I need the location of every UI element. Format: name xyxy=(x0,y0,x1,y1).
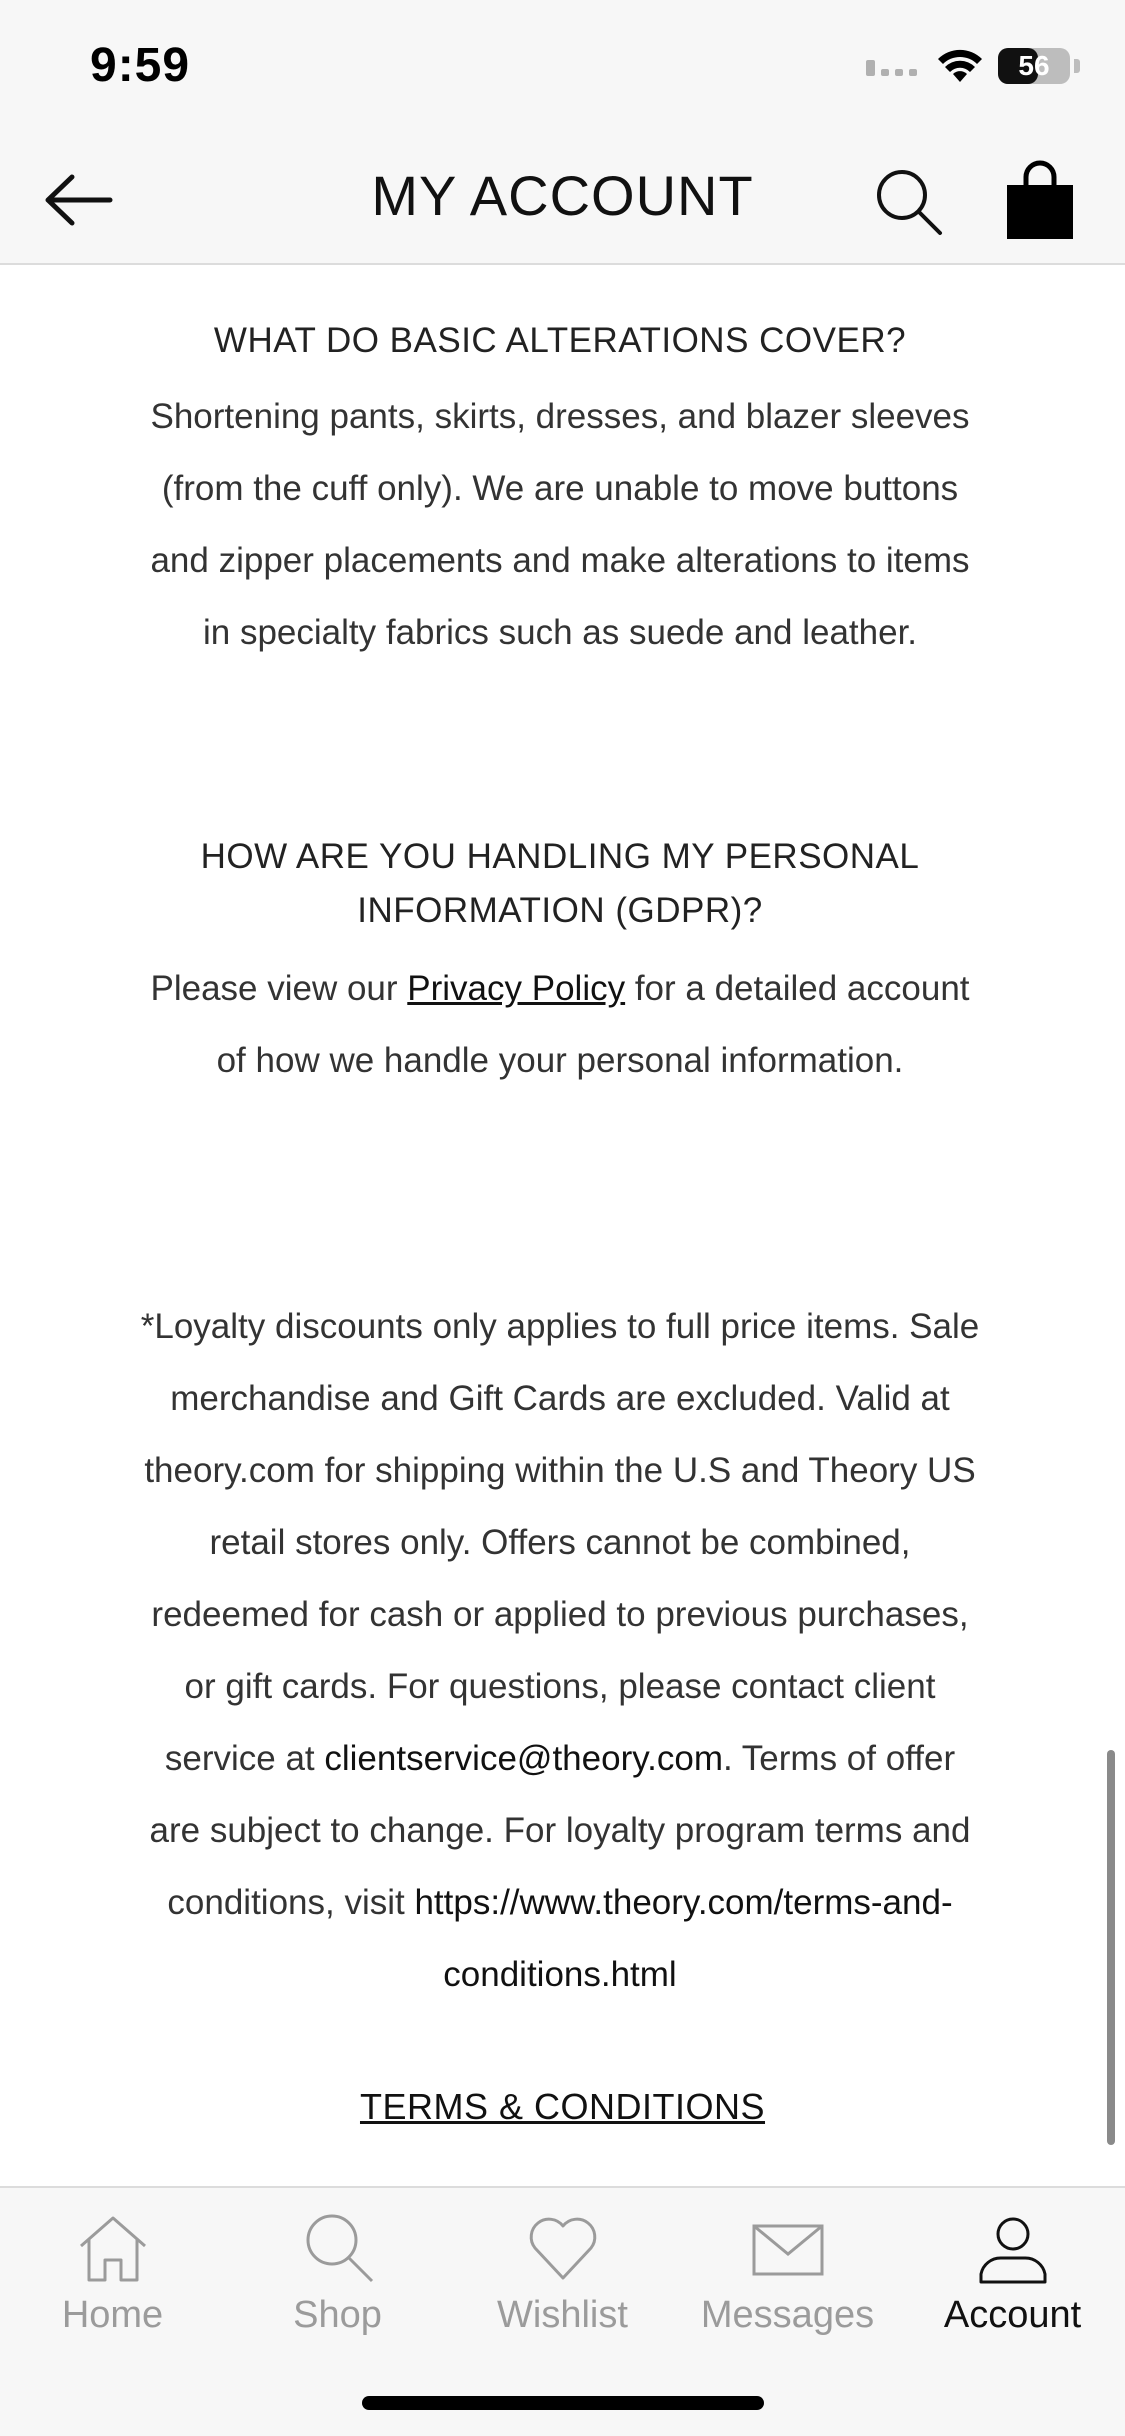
wifi-icon xyxy=(936,48,984,84)
heart-icon xyxy=(523,2208,603,2288)
search-button[interactable] xyxy=(870,163,950,243)
tab-messages[interactable] xyxy=(675,2208,900,2358)
home-indicator xyxy=(362,2396,764,2410)
faq-answer xyxy=(140,953,980,1097)
disclaimer-text: . Terms of offer are subject to change. For loyalty program terms and conditions, visit xyxy=(149,1739,971,1922)
tab-messages-label: Messages xyxy=(700,2294,875,2336)
disclaimer-text: *Loyalty discounts only applies to full price items. Sale merchandise and Gift Cards are excluded. Valid at theory.com for shipping within the U.S and Theory US retail stores only. Offers cannot be combined, redeemed for cash or applied to previous purchases, or gift cards. For questions, please contact client service at xyxy=(140,1307,980,1778)
tab-account-label: Account xyxy=(943,2294,1082,2336)
search-icon xyxy=(298,2208,378,2288)
loyalty-disclaimer xyxy=(140,1291,980,2011)
tab-wishlist[interactable] xyxy=(450,2208,675,2358)
terms-conditions-link[interactable]: TERMS & CONDITIONS xyxy=(359,2086,766,2127)
faq-content[interactable] xyxy=(0,267,1110,2185)
tab-account[interactable] xyxy=(900,2208,1125,2358)
scrollbar[interactable] xyxy=(1107,1750,1115,2145)
faq-answer-text: Please view our xyxy=(150,969,408,1008)
terms-url-link[interactable]: https://www.theory.com/terms-and-conditions.html xyxy=(414,1883,953,1994)
tab-home-label: Home xyxy=(61,2294,164,2336)
faq-question: WHAT DO BASIC ALTERATIONS COVER? xyxy=(213,321,907,360)
search-icon xyxy=(870,163,950,243)
client-service-email-link[interactable]: clientservice@theory.com xyxy=(324,1739,723,1778)
page-title: MY ACCOUNT xyxy=(371,164,754,227)
home-icon xyxy=(73,2208,153,2288)
faq-answer: Shortening pants, skirts, dresses, and blazer sleeves (from the cuff only). We are unable to move buttons and zipper placements and make alterations to items in specialty fabrics such as suede and leather. xyxy=(150,397,970,652)
envelope-icon xyxy=(748,2208,828,2288)
battery-icon xyxy=(998,48,1070,84)
shopping-bag-icon xyxy=(1000,157,1080,242)
privacy-policy-link[interactable]: Privacy Policy xyxy=(407,969,626,1008)
tab-home[interactable] xyxy=(0,2208,225,2358)
faq-question: HOW ARE YOU HANDLING MY PERSONAL INFORMATION (GDPR)? xyxy=(200,837,920,930)
user-icon xyxy=(973,2208,1053,2288)
tab-shop-label: Shop xyxy=(293,2294,382,2336)
back-button[interactable] xyxy=(40,165,120,235)
faq-answer-text: for a detailed account of how we handle your personal information. xyxy=(216,969,970,1080)
status-time: 9:59 xyxy=(90,39,191,92)
tab-wishlist-label: Wishlist xyxy=(497,2294,628,2336)
tab-shop[interactable] xyxy=(225,2208,450,2358)
battery-tip xyxy=(1074,59,1080,73)
nav-bar xyxy=(0,135,1125,265)
cellular-signal-icon xyxy=(866,56,922,76)
status-bar xyxy=(0,0,1125,135)
arrow-left-icon xyxy=(40,165,120,235)
battery-percentage: 56 xyxy=(1018,50,1050,81)
status-icons xyxy=(866,48,1080,84)
shopping-bag-button[interactable] xyxy=(1000,157,1080,242)
